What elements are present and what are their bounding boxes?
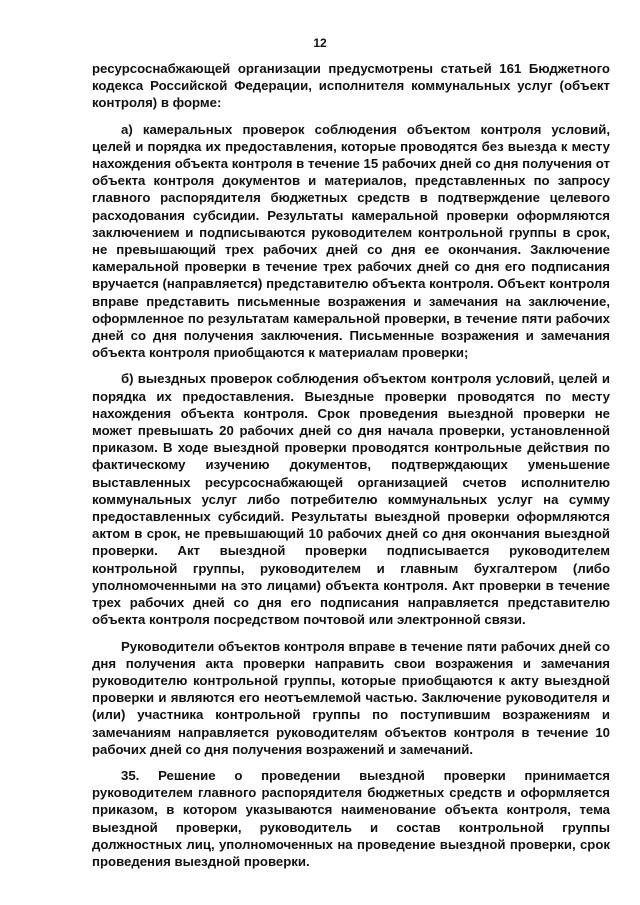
page-number: 12 xyxy=(313,36,327,50)
paragraph-item-a: а) камеральных проверок соблюдения объектом контроля условий, целей и порядка их предоставления, которые проводятся без выезда к месту нахождения объекта контроля в течение 15 рабочих дней со дня получения от объекта контроля документов и материалов, представленных по запросу главного распорядителя бюджетных средств в подтверждение целевого расходования субсидии. Результаты камеральной проверки оформляются заключением и подписываются руководителем контрольной группы в срок, не превышающий трех рабочих дней со дня ее окончания. Заключение камеральной проверки в течение трех рабочих дней со дня его подписания вручается (направляется) представителю объекта контроля. Объект контроля вправе представить письменные возражения и замечания на заключение, оформленное по результатам камеральной проверки, в течение пяти рабочих дней со дня получения заключения. Письменные возражения и замечания объекта контроля приобщаются к материалам проверки; xyxy=(92,121,610,361)
paragraph-35: 35. Решение о проведении выездной проверки принимается руководителем главного распорядителя бюджетных средств и оформляется приказом, в котором указываются наименование объекта контроля, тема выездной проверки, руководитель и состав контрольной группы должностных лиц, уполномоченных на проведение выездной проверки, срок проведения выездной проверки. xyxy=(92,767,610,869)
paragraph-intro: ресурсоснабжающей организации предусмотрены статьей 161 Бюджетного кодекса Российской Федерации, исполнителя коммунальных услуг (объект контроля) в форме: xyxy=(92,61,610,111)
paragraph-objections: Руководители объектов контроля вправе в течение пяти рабочих дней со дня получения акта проверки направить свои возражения и замечания руководителю контрольной группы, которые приобщаются к акту выездной проверки и являются его неотъемлемой частью. Заключение руководителя и (или) участника контрольной группы по поступившим возражениям и замечаниям направляется руководителям объектов контроля в течение 10 рабочих дней со дня получения возражений и замечаний. xyxy=(92,638,610,757)
paragraph-item-b: б) выездных проверок соблюдения объектом контроля условий, целей и порядка их предоставления. Выездные проверки проводятся по месту нахождения объекта контроля. Срок проведения выездной проверки не может превышать 20 рабочих дней со дня начала проверки, установленной приказом. В ходе выездной проверки проводятся контрольные действия по фактическому изучению документов, подтверждающих уменьшение выставленных ресурсоснабжающей организацией счетов исполнителю коммунальных услуг либо потребителю коммунальных услуг на сумму предоставленных субсидий. Результаты выездной проверки оформляются актом в срок, не превышающий 10 рабочих дней со дня окончания выездной проверки. Акт выездной проверки подписывается руководителем контрольной группы, руководителем и главным бухгалтером (либо уполномоченными на это лицами) объекта контроля. Акт проверки в течение трех рабочих дней со дня его подписания направляется представителю объекта контроля посредством почтовой или электронной связи. xyxy=(92,371,610,628)
document-body xyxy=(92,60,610,879)
